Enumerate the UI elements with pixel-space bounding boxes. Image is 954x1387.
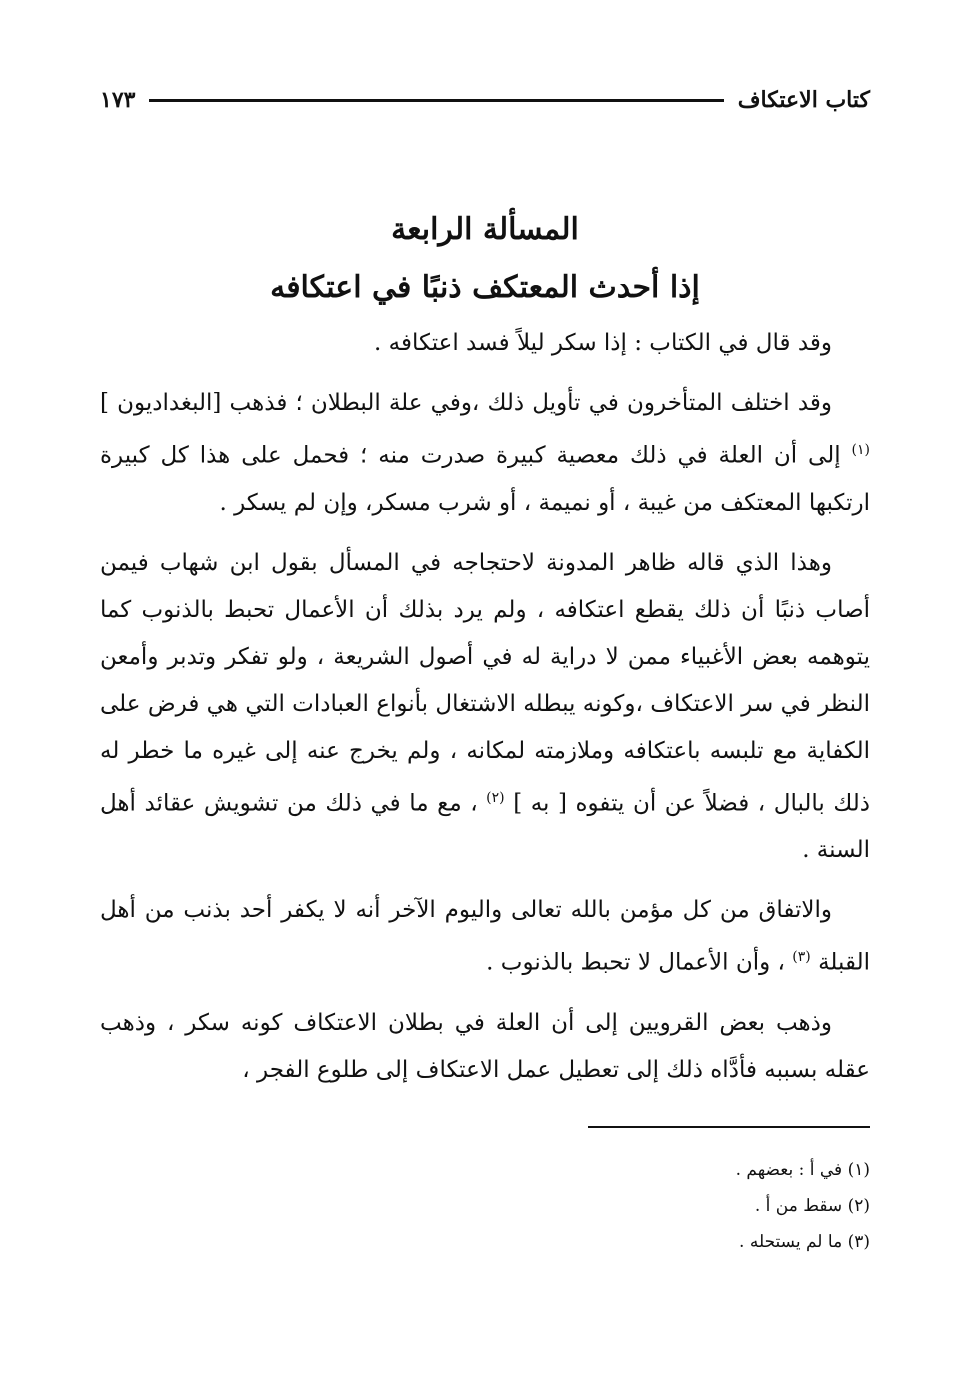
paragraph-text: وقد قال في الكتاب : إذا سكر ليلاً فسد اعتكافه . [374, 330, 832, 356]
header-rule [149, 99, 723, 102]
paragraph-text: ، مع ما في ذلك من تشويش عقائد أهل السنة . [100, 790, 870, 864]
footnote-1: (١) في أ : بعضهم . [735, 1159, 870, 1180]
paragraph-text: وهذا الذي قاله ظاهر المدونة لاحتجاجه في المسأل بقول ابن شهاب فيمن أصاب ذنبًا أن ذلك يقطع اعتكافه ، ولم يرد بذلك أن الأعمال تحبط بالذنوب كما يتوهمه بعض الأغبياء ممن لا دراية له في أصول الشريعة ، ولو تفكر وتدبر وأمعن النظر في سر الاعتكاف ،وكونه يبطله الاشتغال بأنواع العبادات التي هي فرض على الكفاية مع تلبسه باعتكافه وملازمته لمكانه ، ولم يخرج عنه إلى غيره ما خطر له ذلك بالبال ، فضلاً عن أن يتفوه [ به ] [100, 549, 871, 817]
paragraph-4 [100, 887, 870, 987]
footnote-3: (٣) ما لم يستحله . [739, 1231, 870, 1252]
paragraph-text: والاتفاق من كل مؤمن بالله تعالى واليوم الآخر أنه لا يكفر أحد بذنب من أهل القبلة [100, 897, 870, 976]
body-text [100, 320, 870, 1094]
footnote-ref-1[interactable]: (١) [851, 442, 871, 458]
paragraph-text: إلى أن العلة في ذلك معصية كبيرة صدرت منه ؛ فحمل على هذا كل كبيرة ارتكبها المعتكف من غيبة ، أو نميمة ، أو شرب مسكر، وإن لم يسكر . [100, 442, 870, 516]
paragraph-text: ، وأن الأعمال لا تحبط بالذنوب . [486, 949, 785, 976]
paragraph-text: وقد اختلف المتأخرون في تأويل ذلك ،وفي علة البطلان ؛ فذهب [البغداديون ] [100, 390, 832, 416]
page-number: ١٧٣ [100, 87, 136, 113]
footnote-divider [588, 1126, 870, 1128]
issue-subtitle: إذا أحدث المعتكف ذنبًا في اعتكافه [270, 270, 700, 305]
running-header [100, 80, 870, 120]
paragraph-text: وذهب بعض القرويين إلى أن العلة في بطلان الاعتكاف كونه سكر ، وذهب عقله بسببه فأدَّاه ذلك إلى تعطيل عمل الاعتكاف إلى طلوع الفجر ، [100, 1009, 870, 1083]
paragraph-2 [100, 380, 870, 527]
footnotes [100, 1152, 870, 1260]
paragraph-3 [100, 540, 870, 875]
footnote-ref-3[interactable]: (٣) [792, 949, 811, 966]
paragraph-5 [100, 1000, 870, 1094]
footnote-2: (٢) سقط من أ . [754, 1195, 870, 1216]
footnote-ref-2[interactable]: (٢) [486, 789, 505, 806]
issue-title: المسألة الرابعة [391, 212, 579, 247]
book-title: كتاب الاعتكاف [737, 87, 870, 113]
paragraph-1 [100, 320, 870, 367]
page [100, 80, 870, 1260]
